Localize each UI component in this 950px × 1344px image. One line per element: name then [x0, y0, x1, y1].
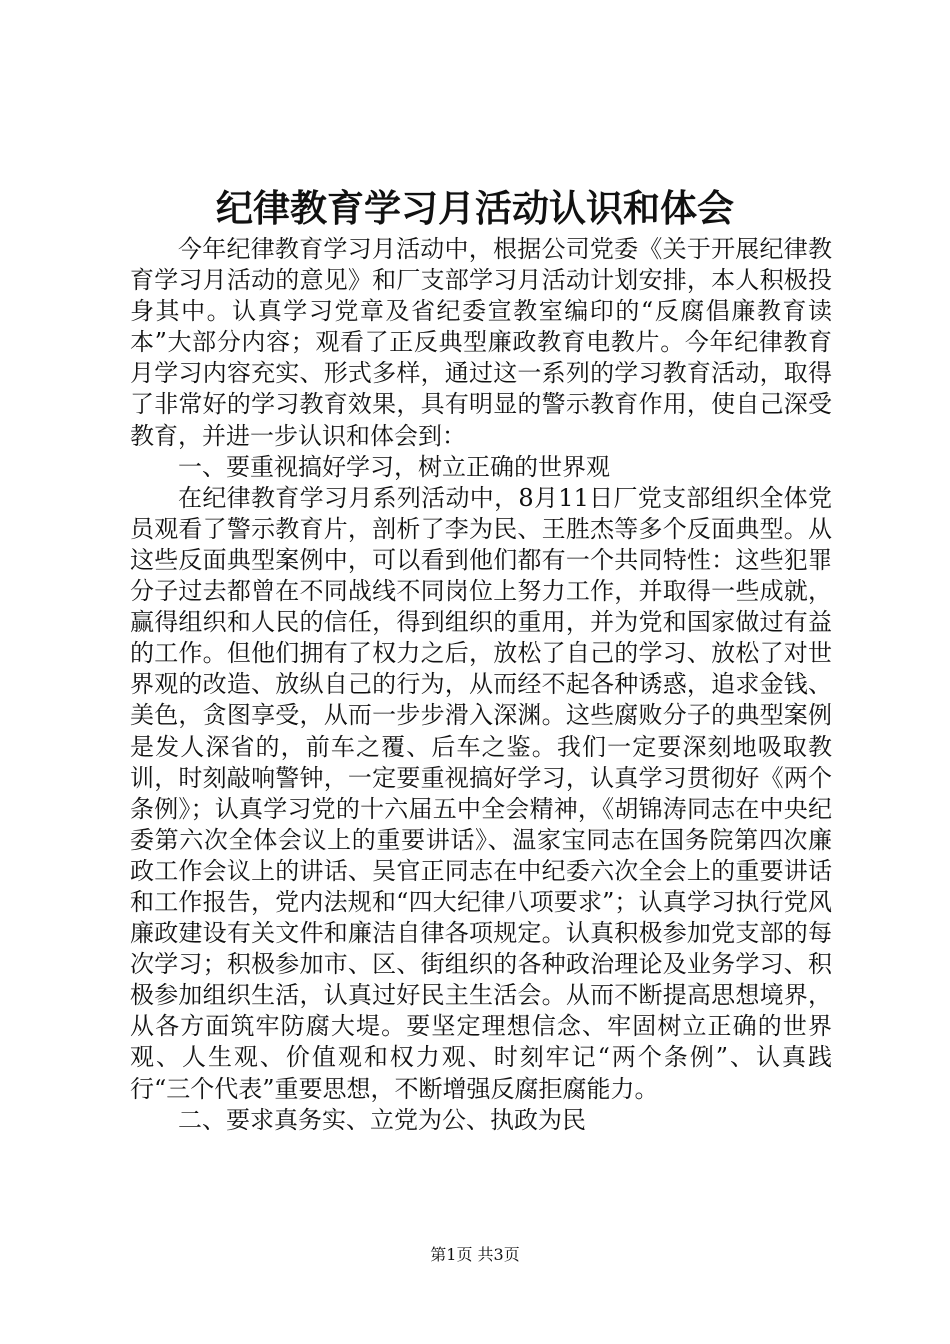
document-title: 纪律教育学习月活动认识和体会: [216, 186, 734, 230]
section-1-paragraph: 在纪律教育学习月系列活动中，8月11日厂党支部组织全体党员观看了警示教育片，剖析了李为民、王胜杰等多个反面典型。从这些反面典型案例中，可以看到他们都有一个共同特性：这些犯罪分子过去都曾在不同战线不同岗位上努力工作，并取得一些成就，赢得组织和人民的信任，得到组织的重用，并为党和国家做过有益的工作。但他们拥有了权力之后，放松了自己的学习、放松了对世界观的改造、放纵自己的行为，从而经不起各种诱惑，追求金钱、美色，贪图享受，从而一步步滑入深渊。这些腐败分子的典型案例是发人深省的，前车之覆、后车之鉴。我们一定要深刻地吸取教训，时刻敲响警钟，一定要重视搞好学习，认真学习贯彻好《两个条例》；认真学习党的十六届五中全会精神，《胡锦涛同志在中央纪委第六次全体会议上的重要讲话》、温家宝同志在国务院第四次廉政工作会议上的讲话、吴官正同志在中纪委六次全会上的重要讲话和工作报告，党内法规和“四大纪律八项要求”；认真学习执行党风廉政建设有关文件和廉洁自律各项规定。认真积极参加党支部的每次学习；积极参加市、区、街组织的各种政治理论及业务学习、积极参加组织生活，认真过好民主生活会。从而不断提高思想境界，从各方面筑牢防腐大堤。要坚定理想信念、牢固树立正确的世界观、人生观、价值观和权力观、时刻牢记“两个条例”、认真践行“三个代表”重要思想，不断增强反腐拒腐能力。: [130, 483, 832, 1103]
section-heading-1: 一、要重视搞好学习，树立正确的世界观: [178, 452, 610, 481]
section-heading-2: 二、要求真务实、立党为公、执政为民: [178, 1105, 586, 1134]
page-footer: 第1页 共3页: [430, 1245, 520, 1264]
document-body: [130, 234, 832, 1136]
intro-paragraph: 今年纪律教育学习月活动中，根据公司党委《关于开展纪律教育学习月活动的意见》和厂支部学习月活动计划安排，本人积极投身其中。认真学习党章及省纪委宣教室编印的“反腐倡廉教育读本”大部分内容；观看了正反典型廉政教育电教片。今年纪律教育月学习内容充实、形式多样，通过这一系列的学习教育活动，取得了非常好的学习教育效果，具有明显的警示教育作用，使自己深受教育，并进一步认识和体会到：: [130, 235, 832, 450]
